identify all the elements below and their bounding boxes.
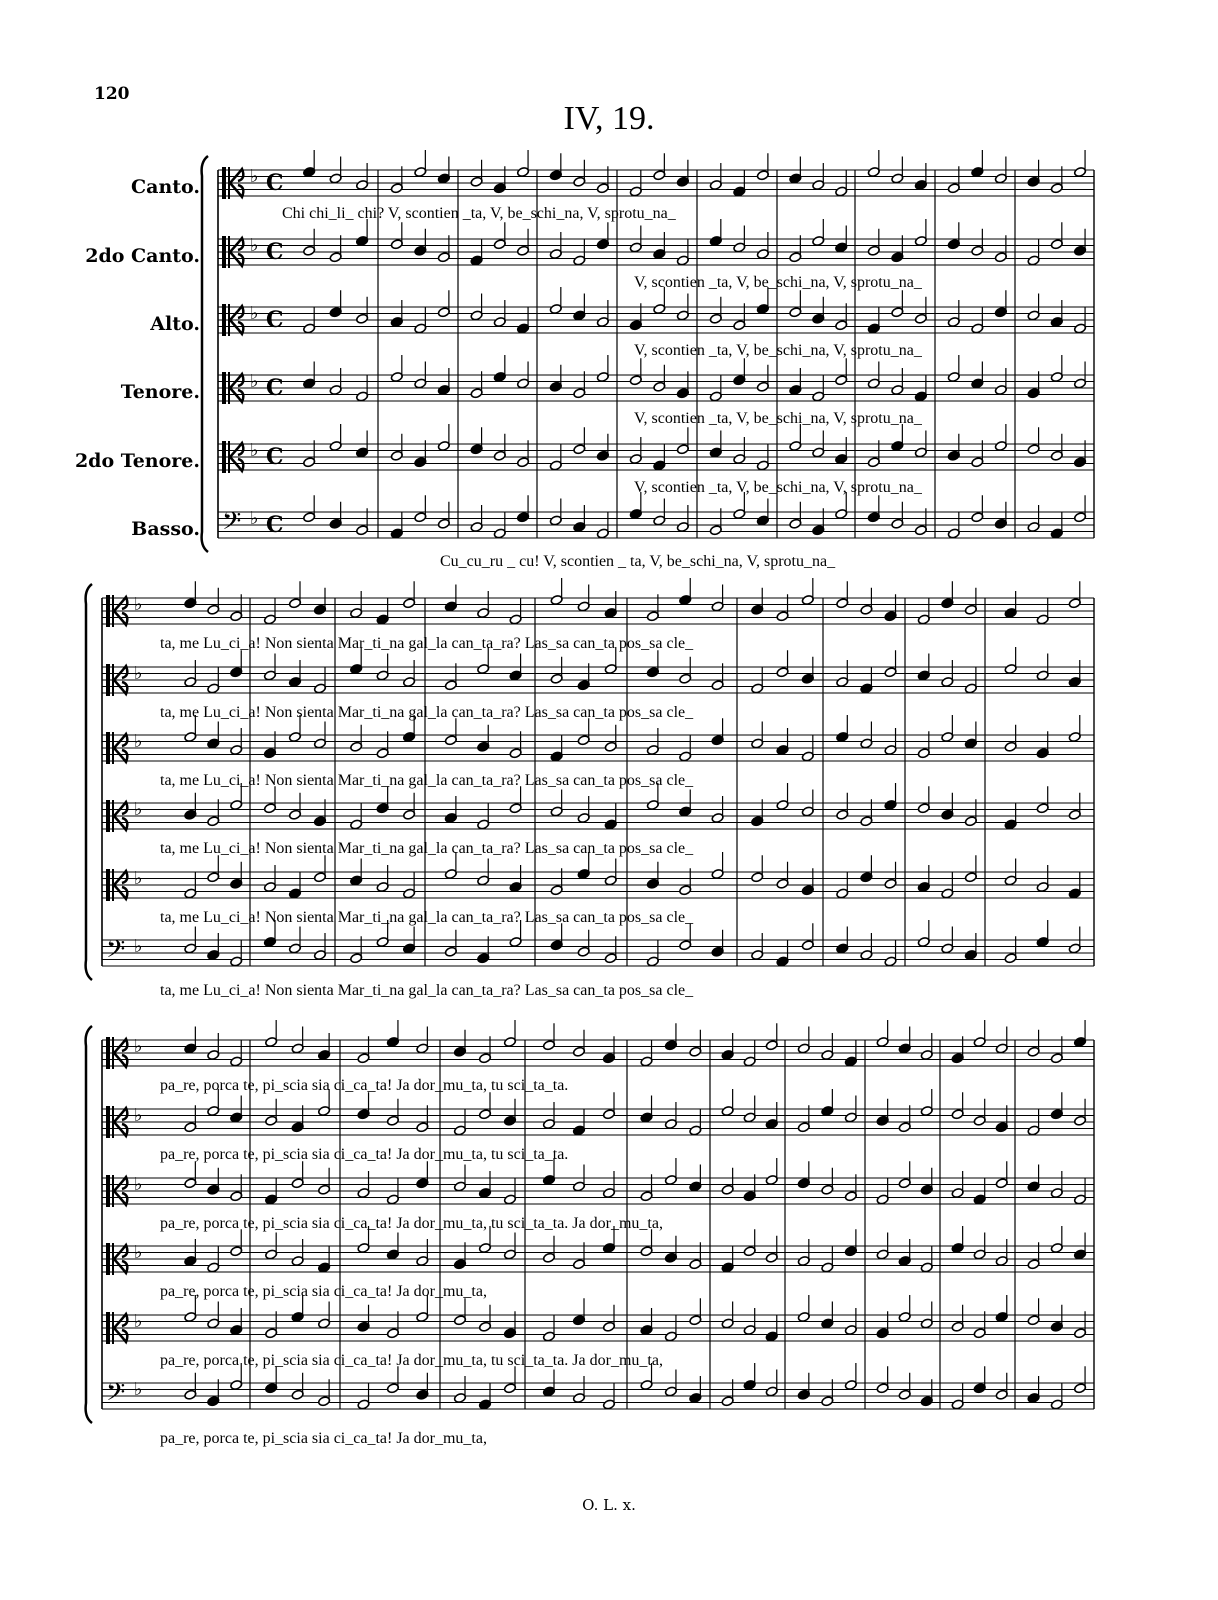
lyric-line: pa_re, porca te, pi_scia sia ci_ca_ta! Ja dor_mu_ta,: [160, 1283, 487, 1300]
c-clef-icon-part: [112, 1243, 114, 1275]
bass-clef-icon: 𝄢: [106, 1378, 126, 1413]
c-clef-icon: [106, 1106, 110, 1138]
c-clef-icon: [106, 1175, 110, 1207]
c-clef-icon: [222, 372, 226, 404]
voice-label-2do-tenore: 2do Tenore.: [74, 450, 200, 472]
flat-sign-icon: ♭: [250, 371, 259, 392]
voice-label-alto: Alto.: [150, 313, 200, 335]
c-clef-icon: [222, 167, 226, 199]
flat-sign-icon: ♭: [134, 1036, 143, 1057]
lyric-line: V, scontien _ta, V, be_schi_na, V, sprotu_na_: [634, 342, 922, 359]
flat-sign-icon: ♭: [250, 303, 259, 324]
bass-clef-icon: 𝄢: [106, 935, 126, 970]
c-clef-icon: [222, 236, 226, 268]
c-clef-icon: [106, 1312, 110, 1344]
flat-sign-icon: ♭: [134, 799, 143, 820]
lyric-line: ta, me Lu_ci_a! Non sienta Mar_ti_na gal_la can_ta_ra? Las_sa can_ta pos_sa cle_: [160, 772, 694, 789]
piece-title: IV, 19.: [563, 100, 655, 137]
c-clef-icon-part: [228, 167, 230, 199]
common-time-icon: C: [266, 375, 284, 401]
flat-sign-icon: ♭: [250, 440, 259, 461]
flat-sign-icon: ♭: [134, 1311, 143, 1332]
lyric-line: Chi chi_li_ chi? V, scontien _ta, V, be_schi_na, V, sprotu_na_: [282, 205, 676, 222]
voice-label-basso: Basso.: [131, 518, 200, 540]
c-clef-icon-part: [112, 1312, 114, 1344]
flat-sign-icon: ♭: [134, 1174, 143, 1195]
c-clef-icon-part: [112, 1037, 114, 1069]
lyric-line: V, scontien _ta, V, be_schi_na, V, sprotu_na_: [634, 274, 922, 291]
c-clef-icon: [106, 1037, 110, 1069]
system-2-brace: [86, 584, 92, 980]
lyric-line: pa_re, porca te, pi_scia sia ci_ca_ta! Ja dor_mu_ta, tu sci_ta_ta. Ja dor_mu_ta,: [160, 1352, 663, 1369]
lyric-line: pa_re, porca te, pi_scia sia ci_ca_ta! Ja dor_mu_ta, tu sci_ta_ta. Ja dor_mu_ta,: [160, 1215, 663, 1232]
c-clef-icon: [222, 304, 226, 336]
common-time-icon: C: [266, 239, 284, 265]
bass-clef-icon: 𝄢: [222, 507, 242, 542]
lyric-line: pa_re, porca te, pi_scia sia ci_ca_ta! Ja dor_mu_ta,: [160, 1430, 487, 1447]
c-clef-icon: [106, 1243, 110, 1275]
c-clef-icon-part: [112, 1175, 114, 1207]
c-clef-icon: [106, 800, 110, 832]
flat-sign-icon: ♭: [250, 166, 259, 187]
c-clef-icon: [106, 595, 110, 627]
lyric-line: Cu_cu_ru _ cu! V, scontien _ ta, V, be_schi_na, V, sprotu_na_: [440, 553, 836, 570]
flat-sign-icon: ♭: [134, 1105, 143, 1126]
lyric-line: ta, me Lu_ci_a! Non sienta Mar_ti_na gal_la can_ta_ra? Las_sa can_ta pos_sa cle_: [160, 909, 694, 926]
c-clef-icon-part: [228, 236, 230, 268]
common-time-icon: C: [266, 307, 284, 333]
c-clef-icon-part: [112, 664, 114, 696]
c-clef-icon-part: [228, 304, 230, 336]
page-number: 120: [94, 84, 130, 104]
lyric-line: ta, me Lu_ci_a! Non sienta Mar_ti_na gal_la can_ta_ra? Las_sa can_ta pos_sa cle_: [160, 704, 694, 721]
flat-sign-icon: ♭: [134, 1242, 143, 1263]
flat-sign-icon: ♭: [250, 235, 259, 256]
flat-sign-icon: ♭: [134, 731, 143, 752]
c-clef-icon-part: [112, 800, 114, 832]
c-clef-icon: [106, 664, 110, 696]
c-clef-icon: [106, 732, 110, 764]
lyric-line: pa_re, porca te, pi_scia sia ci_ca_ta! Ja dor_mu_ta, tu sci_ta_ta.: [160, 1077, 569, 1094]
flat-sign-icon: ♭: [134, 936, 143, 957]
lyric-line: ta, me Lu_ci_a! Non sienta Mar_ti_na gal_la can_ta_ra? Las_sa can_ta pos_sa cle_: [160, 840, 694, 857]
voice-label-2do-canto: 2do Canto.: [85, 245, 200, 267]
c-clef-icon-part: [228, 441, 230, 473]
c-clef-icon-part: [112, 1106, 114, 1138]
c-clef-icon: [106, 869, 110, 901]
voice-label-canto: Canto.: [131, 176, 200, 198]
common-time-icon: C: [266, 170, 284, 196]
common-time-icon: C: [266, 512, 284, 538]
c-clef-icon-part: [112, 869, 114, 901]
flat-sign-icon: ♭: [134, 868, 143, 889]
c-clef-icon: [222, 441, 226, 473]
footer-code: O. L. x.: [582, 1496, 636, 1514]
lyric-line: ta, me Lu_ci_a! Non sienta Mar_ti_na gal_la can_ta_ra? Las_sa can_ta pos_sa cle_: [160, 982, 694, 999]
system-1-brace: [202, 156, 208, 552]
lyric-line: V, scontien _ta, V, be_schi_na, V, sprotu_na_: [634, 410, 922, 427]
c-clef-icon-part: [228, 372, 230, 404]
lyric-line: pa_re, porca te, pi_scia sia ci_ca_ta! Ja dor_mu_ta, tu sci_ta_ta.: [160, 1146, 569, 1163]
lyric-line: ta, me Lu_ci_a! Non sienta Mar_ti_na gal_la can_ta_ra? Las_sa can_ta pos_sa cle_: [160, 635, 694, 652]
flat-sign-icon: ♭: [250, 508, 259, 529]
c-clef-icon-part: [112, 595, 114, 627]
common-time-icon: C: [266, 444, 284, 470]
flat-sign-icon: ♭: [134, 1379, 143, 1400]
system-3-brace: [86, 1026, 92, 1423]
flat-sign-icon: ♭: [134, 594, 143, 615]
flat-sign-icon: ♭: [134, 663, 143, 684]
lyric-line: V, scontien _ta, V, be_schi_na, V, sprotu_na_: [634, 479, 922, 496]
voice-label-tenore: Tenore.: [120, 381, 200, 403]
c-clef-icon-part: [112, 732, 114, 764]
